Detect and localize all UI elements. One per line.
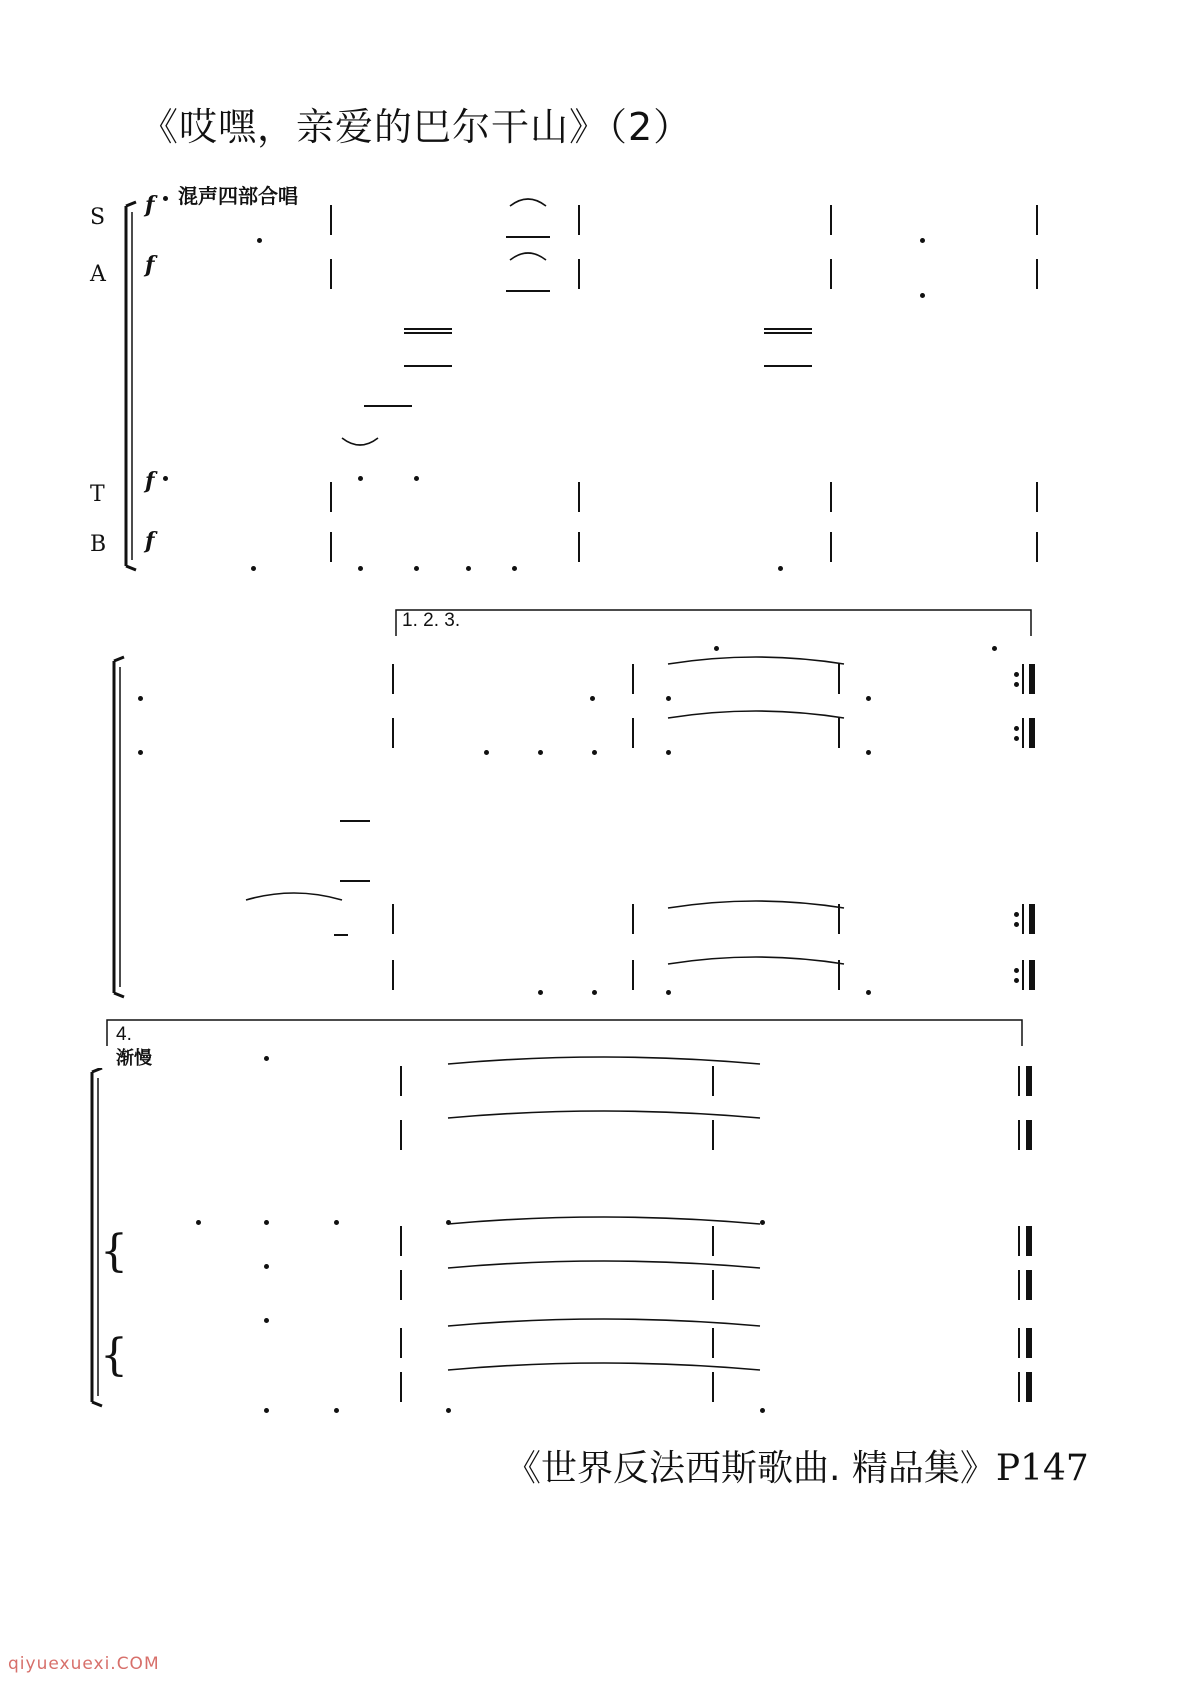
octave-dot [264, 1220, 269, 1225]
barline [578, 205, 580, 235]
octave-dot [163, 196, 168, 201]
octave-dot [138, 696, 143, 701]
barline [838, 664, 840, 694]
final-barline-thick [1026, 1066, 1032, 1096]
repeat-dot [1014, 912, 1019, 917]
octave-dot [866, 990, 871, 995]
tempo-marking: 渐慢 [116, 1048, 152, 1069]
repeat-barline-thin [1022, 664, 1024, 694]
source-page: P147 [995, 1448, 1089, 1489]
lyric-underline [764, 332, 812, 334]
final-barline-thick [1026, 1120, 1032, 1150]
barline [400, 1372, 402, 1402]
octave-dot [590, 696, 595, 701]
system-1-bracket [112, 200, 142, 572]
octave-dot [466, 566, 471, 571]
octave-dot [251, 566, 256, 571]
octave-dot [264, 1264, 269, 1269]
repeat-barline-thick [1029, 664, 1035, 694]
barline [830, 259, 832, 289]
final-barline-thick [1026, 1226, 1032, 1256]
tie [666, 894, 846, 910]
repeat-dot [1014, 736, 1019, 741]
barline [578, 532, 580, 562]
repeat-dot [1014, 968, 1019, 973]
octave-dot [358, 476, 363, 481]
barline [632, 664, 634, 694]
volta-label-1-2-3: 1. 2. 3. [402, 610, 461, 631]
octave-dot [446, 1408, 451, 1413]
barline [400, 1066, 402, 1096]
final-barline-thin [1018, 1270, 1020, 1300]
lyric-underline [764, 365, 812, 367]
octave-dot [138, 750, 143, 755]
repeat-barline-thin [1022, 960, 1024, 990]
source-reference [505, 1440, 1089, 1491]
final-barline-thin [1018, 1066, 1020, 1096]
barline [392, 904, 394, 934]
barline [830, 205, 832, 235]
octave-dot [866, 696, 871, 701]
barline [330, 532, 332, 562]
octave-dot [446, 1220, 451, 1225]
lyric-underline [764, 328, 812, 330]
final-barline-thin [1018, 1120, 1020, 1150]
barline [392, 664, 394, 694]
volta-label-4: 4. [116, 1024, 132, 1045]
octave-dot [334, 1220, 339, 1225]
octave-dot [196, 1220, 201, 1225]
voice-label-s: S [90, 205, 106, 230]
lyric-slur [340, 436, 380, 452]
tie [666, 704, 846, 720]
barline [1036, 205, 1038, 235]
barline [632, 904, 634, 934]
barline [400, 1120, 402, 1150]
barline [392, 960, 394, 990]
tie [446, 1312, 762, 1328]
octave-dot [666, 696, 671, 701]
octave-dot [264, 1056, 269, 1061]
octave-dot [666, 990, 671, 995]
tie [446, 1356, 762, 1372]
barline [830, 482, 832, 512]
bass-brace: { [100, 1330, 128, 1381]
barline [330, 205, 332, 235]
octave-dot [592, 990, 597, 995]
score-title: 《哎嘿，亲爱的巴尔干山》（2） [140, 105, 693, 149]
tie [666, 650, 846, 666]
dynamic-t: f [145, 468, 155, 494]
barline [712, 1066, 714, 1096]
octave-dot [920, 293, 925, 298]
octave-dot [414, 566, 419, 571]
tie [508, 192, 548, 208]
octave-dot [992, 646, 997, 651]
octave-dot [358, 566, 363, 571]
barline [400, 1270, 402, 1300]
octave-dot [538, 750, 543, 755]
final-barline-thin [1018, 1226, 1020, 1256]
repeat-barline-thick [1029, 904, 1035, 934]
repeat-barline-thick [1029, 960, 1035, 990]
octave-dot [760, 1408, 765, 1413]
repeat-dot [1014, 978, 1019, 983]
eighth-beam [506, 236, 550, 238]
barline [400, 1226, 402, 1256]
octave-dot [666, 750, 671, 755]
lyric-underline [404, 328, 452, 330]
barline [578, 482, 580, 512]
octave-dot [778, 566, 783, 571]
system-2-bracket [100, 655, 130, 1000]
barline [578, 259, 580, 289]
lyric-underline [404, 332, 452, 334]
barline [392, 718, 394, 748]
octave-dot [592, 750, 597, 755]
lyric-underline [364, 405, 412, 407]
barline [330, 482, 332, 512]
barline [712, 1226, 714, 1256]
barline [1036, 482, 1038, 512]
lyric-underline [340, 880, 370, 882]
barline [838, 718, 840, 748]
voice-label-b: B [90, 532, 107, 557]
octave-dot [920, 238, 925, 243]
repeat-barline-thin [1022, 904, 1024, 934]
volta-bracket-4 [106, 1018, 1026, 1048]
repeat-dot [1014, 672, 1019, 677]
barline [632, 718, 634, 748]
eighth-beam [334, 934, 348, 936]
octave-dot [538, 990, 543, 995]
octave-dot [257, 238, 262, 243]
score-subtitle: 混声四部合唱 [178, 184, 298, 208]
lyric-underline [404, 365, 452, 367]
tie [446, 1210, 762, 1226]
final-barline-thin [1018, 1328, 1020, 1358]
tie [666, 950, 846, 966]
tie [446, 1050, 762, 1066]
barline [712, 1328, 714, 1358]
final-barline-thick [1026, 1328, 1032, 1358]
octave-dot [866, 750, 871, 755]
barline [712, 1372, 714, 1402]
final-barline-thick [1026, 1372, 1032, 1402]
source-title: 《世界反法西斯歌曲. 精品集》 [505, 1448, 996, 1489]
octave-dot [512, 566, 517, 571]
octave-dot [334, 1408, 339, 1413]
tie [508, 246, 548, 262]
slur [244, 886, 344, 902]
barline [1036, 532, 1038, 562]
octave-dot [163, 476, 168, 481]
repeat-barline-thick [1029, 718, 1035, 748]
repeat-dot [1014, 922, 1019, 927]
barline [330, 259, 332, 289]
lyric-underline [340, 820, 370, 822]
final-barline-thin [1018, 1372, 1020, 1402]
barline [400, 1328, 402, 1358]
octave-dot [414, 476, 419, 481]
tenor-brace: { [100, 1226, 128, 1277]
volta-bracket-1-2-3 [395, 608, 1035, 638]
barline [712, 1120, 714, 1150]
barline [830, 532, 832, 562]
tie [446, 1104, 762, 1120]
watermark: qiyuexuexi.COM [8, 1654, 160, 1674]
voice-label-a: A [90, 262, 106, 287]
dynamic-b: f [145, 528, 155, 554]
repeat-barline-thin [1022, 718, 1024, 748]
octave-dot [760, 1220, 765, 1225]
repeat-dot [1014, 726, 1019, 731]
eighth-beam [506, 290, 550, 292]
voice-label-t: T [90, 482, 105, 507]
dynamic-s: f [145, 192, 155, 218]
octave-dot [264, 1408, 269, 1413]
barline [632, 960, 634, 990]
dynamic-a: f [145, 252, 155, 278]
octave-dot [484, 750, 489, 755]
barline [1036, 259, 1038, 289]
octave-dot [264, 1318, 269, 1323]
final-barline-thick [1026, 1270, 1032, 1300]
barline [712, 1270, 714, 1300]
tie [446, 1254, 762, 1270]
repeat-dot [1014, 682, 1019, 687]
